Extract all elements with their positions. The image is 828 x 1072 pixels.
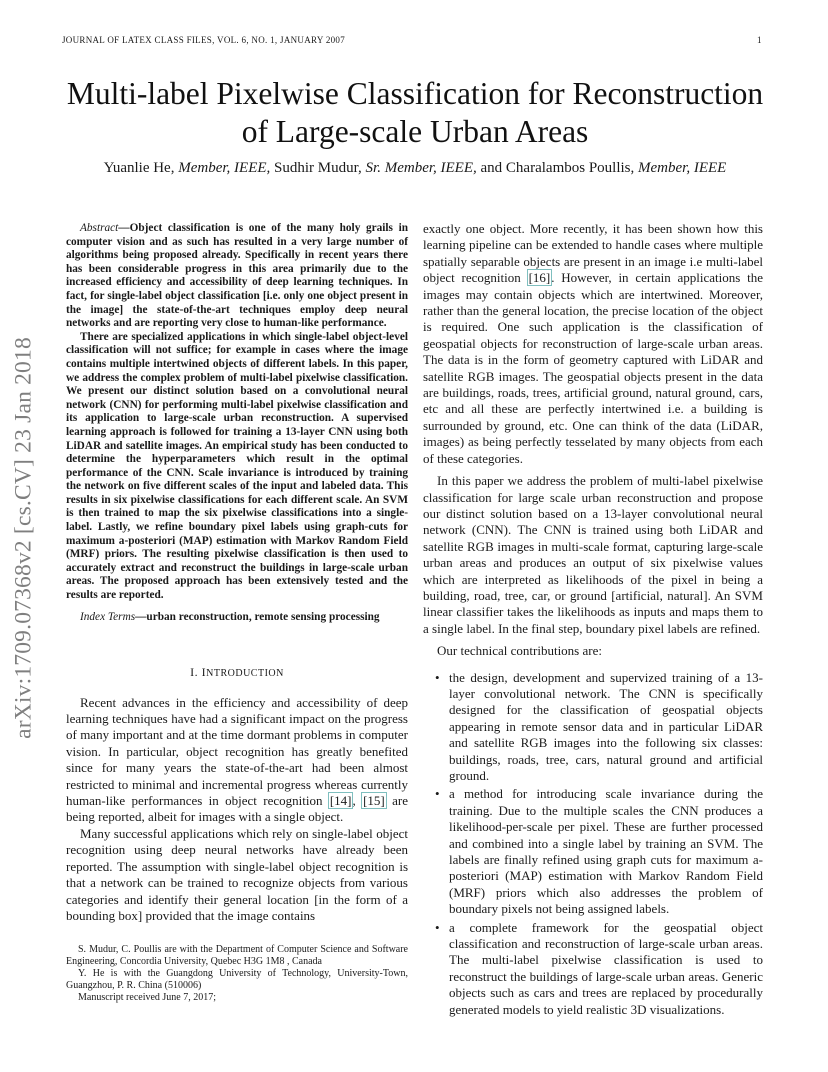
body-paragraph [423,221,763,467]
footnote: S. Mudur, C. Poullis are with the Department of Computer Science and Software Engineering, Concordia University, Quebec H3G 1M8 , Canada [66,944,408,968]
author-line [60,160,770,177]
page-number: 1 [757,35,762,45]
text-run: are being reported, albeit for images with a single object. [66,793,408,825]
arxiv-stamp [2,290,46,785]
intro-paragraph: Many successful applications which rely on single-label object recognition using deep neural networks have already been reported. The assumption with single-label object recognition is that a network can be trained to recognize objects from various categories and identify their general location [in the form of a bounding box] provided that the image contains [66,825,408,923]
author-affiliation: Member, IEEE, [178,160,271,176]
author-affiliation: Member, IEEE [638,160,727,176]
section-title-initial: I [201,665,207,680]
text-run: . However, in certain applications the images may contain objects which are intertwined. Moreover, rather than the general location, the precise location of the object is required. One such application is the classification of geospatial objects for reconstruction of large-scale urban areas. The data is in the form of geometry captured with LiDAR and satellite RGB images. The geospatial objects present in the data are buildings, roads, trees, artificial ground, natural ground, cars, etc and all these are perfectly intertwined i.e. a building is surrounded by ground, etc. One can think of the data (LiDAR, images) as being perfectly tesselated by many objects from each of these categories. [423,270,763,466]
author-name: Yuanlie He, [103,160,175,176]
contributions-list [423,670,763,1019]
citation-link[interactable]: [15] [363,793,385,809]
text-run: , [352,793,356,809]
arxiv-stamp-text: arXiv:1709.07368v2 [cs.CV] 23 Jan 2018 [10,336,37,739]
paper-title: Multi-label Pixelwise Classification for Reconstruction of Large-scale Urban Areas [66,76,764,149]
intro-paragraph [66,695,408,826]
citation-link[interactable]: [14] [329,793,352,809]
index-terms-label: Index Terms [80,610,136,623]
citation-link[interactable]: [16] [528,270,551,286]
list-item: • a method for introducing scale invariance during the training. Due to the multiple scales the CNN produces a likelihood-per-scale per pixel. These are further processed and combined into a single label by training an SVM. The labels are finally refined using graph cuts for maximum a-posteriori (MAP) estimation with Markov Random Field (MRF) priors which also addresses the problem of boundary pixels not being assigned labels. [423,786,763,917]
abstract-text: —Object classification is one of the many holy grails in computer vision and as such has resulted in a very large number of algorithms being proposed already. Specifically in recent years there has been considerable progress in this area primarily due to the increased efficiency and accessibility of deep learning techniques. In fact, for single-label object classification [i.e. only one object present in the image] the state-of-the-art techniques employ deep neural networks and are reporting very close to human-like performance. [66,222,408,330]
running-head: JOURNAL OF LATEX CLASS FILES, VOL. 6, NO. 1, JANUARY 2007 [62,35,346,45]
abstract-label: Abstract [80,222,119,234]
text-run: Recent advances in the efficiency and accessibility of deep learning techniques have had a significant impact on the progress of many important and at the time dormant problems in computer vision. In particular, object recognition has greatly benefited since for many years the state-of-the-art had been almost restricted to minimal and incremental progress whereas currently human-like performances in object recognition [66,694,408,809]
index-terms-text: —urban reconstruction, remote sensing processing [135,610,380,623]
abstract [66,222,408,624]
footnotes [66,944,408,1004]
author-name: Sudhir Mudur, [274,160,362,176]
section-number: I. [190,665,199,680]
list-item: • a complete framework for the geospatial object classification and reconstruction of large-scale urban areas. The multi-label pixelwise classification is used to reconstruct the buildings of large-scale urban areas. Generic objects such as cars and trees are replaced by procedurally generated models to yield realistic 3D visualizations. [423,920,763,1018]
body-paragraph: Our technical contributions are: [437,643,602,659]
section-heading-introduction [66,664,408,682]
right-column [423,221,763,1020]
footnote: Y. He is with the Guangdong University of Technology, University-Town, Guangzhou, P. R. China (510006) [66,968,408,992]
footnote: Manuscript received June 7, 2017; [78,992,217,1004]
abstract-paragraph [66,222,408,331]
abstract-text: There are specialized applications in which single-label object-level classification will not suffice; for example in cases where the image contains multiple intertwined objects of different labels. In this paper, we address the complex problem of multi-label pixelwise classification. We present our distinct solution based on a convolutional neural network (CNN) for performing multi-label pixelwise classification and its application to large-scale urban reconstruction. A supervised learning approach is followed for training a 13-layer CNN using both LiDAR and satellite images. An empirical study has been conducted to determine the hyperparameters which result in the optimal performance of the CNN. Scale invariance is introduced by training the network on five different scales of the input and labeled data. This results in six pixelwise classifications for each different scale. An SVM is then trained to map the six pixelwise classifications into a single-label. Lastly, we refine boundary pixel labels using graph-cuts for maximum a-posteriori (MAP) estimation with Markov Random Field (MRF) priors. The resulting pixelwise classification is then used to accurately extract and reconstruct the buildings in large-scale urban areas. The proposed approach has been extensively tested and the results are reported. [66,330,408,602]
text-run: exactly one object. More recently, it has been shown how this learning pipeline can be extended to handle cases where multiple spatially separable objects are present in an image i.e multi-label object recognition [423,221,763,286]
list-item: • the design, development and supervized training of a 13-layer convolutional network. The CNN is specifically designed for the classification of geospatial objects appearing in remote sensor data and in particular LiDAR and satellite RGB images into the following six classes: buildings, roads, tree, cars, natural ground and artificial ground. [423,670,763,785]
author-name: and Charalambos Poullis, [480,160,635,176]
author-affiliation: Sr. Member, IEEE, [365,160,477,176]
abstract-paragraph [66,331,408,603]
left-column [66,222,408,1004]
index-terms [66,611,408,625]
section-title-rest: NTRODUCTION [206,668,284,680]
body-paragraph: In this paper we address the problem of multi-label pixelwise classification for large scale urban reconstruction and propose our distinct solution based on a 13-layer convolutional neural network (CNN). The CNN is trained using both LiDAR and satellite RGB images in multi-scale format, capturing large-scale urban areas and produces an output of six pixelwise values which are interpreted as likelihoods of the pixel in being a building, road, tree, car, or ground [artificial, natural]. An SVM linear classifier takes the likelihoods as inputs and maps them to a single label. In the final step, boundary pixel labels are refined. [423,473,763,636]
